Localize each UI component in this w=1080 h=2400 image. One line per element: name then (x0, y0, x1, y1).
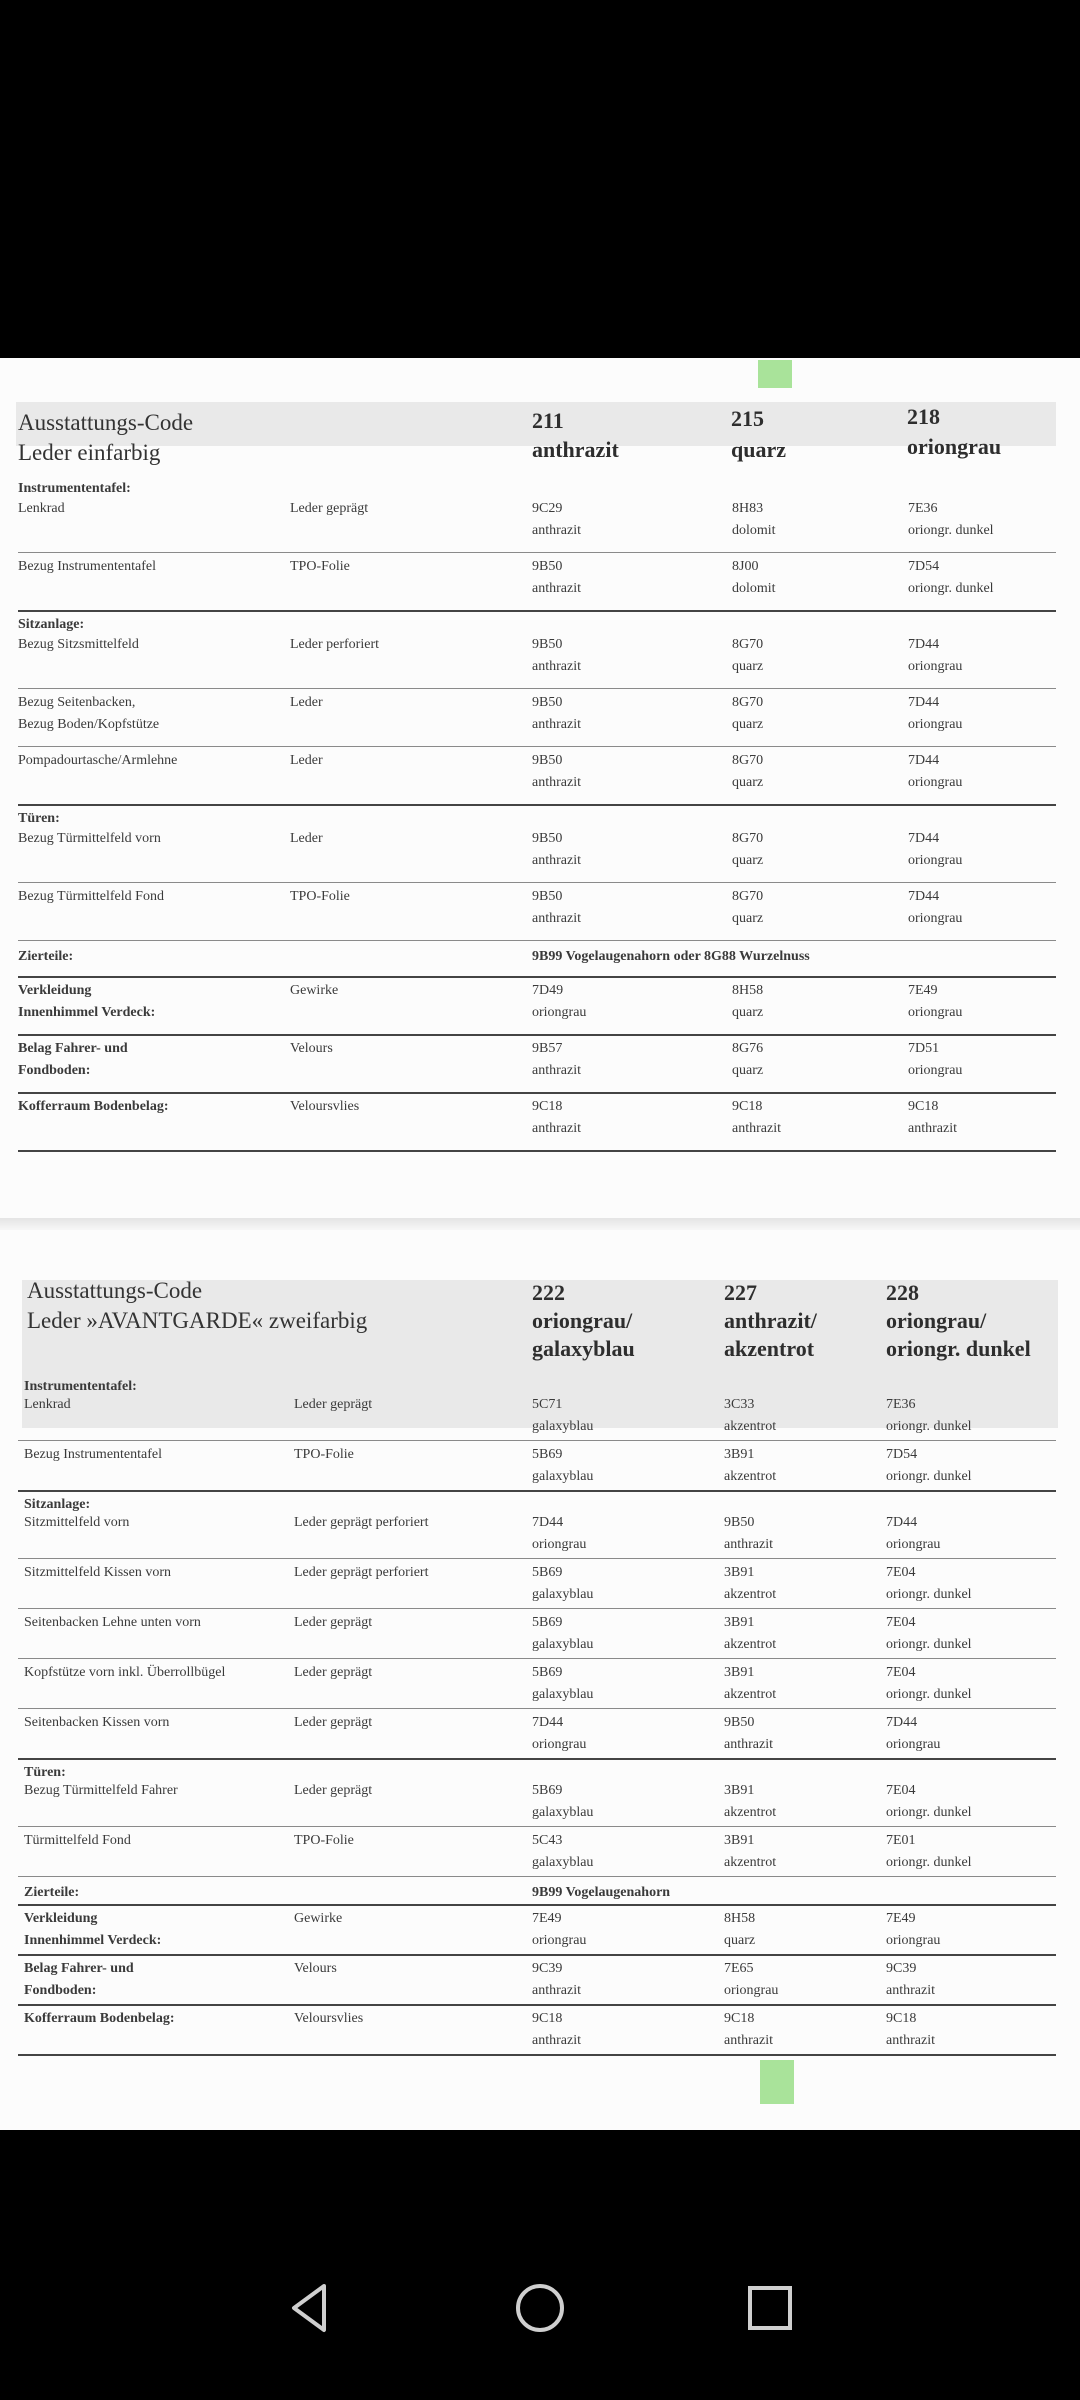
row-material: Leder (290, 831, 323, 846)
color-name: anthrazit (532, 1063, 581, 1078)
row-item-label: Türmittelfeld Fond (24, 1833, 131, 1848)
zierteile-label: Zierteile: (24, 1885, 80, 1900)
code-value: 8H58 (732, 983, 764, 998)
code-value: 7E65 (724, 1961, 754, 1976)
code-value: 9B50 (532, 695, 563, 710)
row-item-label: Innenhimmel Verdeck: (18, 1005, 156, 1020)
color-name: akzentrot (724, 1587, 777, 1602)
section-label: Sitzanlage: (24, 1497, 91, 1512)
color-name: anthrazit (724, 1737, 773, 1752)
color-name: oriongrau (532, 1005, 587, 1020)
code-value: 7E49 (886, 1911, 916, 1926)
row-item-label: Innenhimmel Verdeck: (24, 1933, 162, 1948)
row-material: Veloursvlies (294, 2011, 364, 2026)
row-material: TPO-Folie (290, 889, 350, 904)
color-name: anthrazit (886, 1983, 935, 1998)
color-name: oriongr. dunkel (908, 523, 994, 538)
code-value: 7E49 (532, 1911, 562, 1926)
row-material: Velours (294, 1961, 337, 1976)
color-name: oriongr. dunkel (886, 1637, 972, 1652)
row-material: TPO-Folie (290, 559, 350, 574)
row-divider (18, 1954, 1056, 1956)
color-name: oriongrau (908, 717, 963, 732)
code-value: 9B57 (532, 1041, 563, 1056)
color-name: galaxyblau (532, 1637, 594, 1652)
row-material: Leder geprägt (294, 1397, 373, 1412)
color-name: oriongr. dunkel (886, 1855, 972, 1870)
row-divider (18, 1490, 1056, 1492)
row-item-label: Belag Fahrer- und (24, 1961, 134, 1976)
zierteile-value: 9B99 Vogelaugenahorn (532, 1885, 671, 1900)
row-divider (18, 1876, 1056, 1877)
code-value: 9C18 (732, 1099, 763, 1114)
code-value: 9C39 (886, 1961, 917, 1976)
table1-table (18, 358, 1056, 1218)
code-value: 7E49 (908, 983, 938, 998)
row-material: Leder geprägt (294, 1715, 373, 1730)
color-name: oriongrau (532, 1933, 587, 1948)
row-divider (18, 1150, 1056, 1152)
code-value: 9C39 (532, 1961, 563, 1976)
code-value: 8J00 (732, 559, 759, 574)
row-item-label: Bezug Instrumententafel (24, 1447, 163, 1462)
row-item-label: Lenkrad (18, 501, 65, 516)
code-value: 9B50 (532, 637, 563, 652)
color-name: oriongr. dunkel (886, 1805, 972, 1820)
row-material: Gewirke (294, 1911, 343, 1926)
code-value: 3B91 (724, 1447, 755, 1462)
code-value: 7D44 (908, 695, 940, 710)
color-name: anthrazit (532, 853, 581, 868)
row-material: TPO-Folie (294, 1833, 354, 1848)
row-divider (18, 976, 1056, 978)
row-divider (18, 1558, 1056, 1559)
code-value: 7D44 (908, 889, 940, 904)
code-value: 7D44 (908, 831, 940, 846)
code-value: 7D44 (886, 1715, 918, 1730)
row-item-label: Seitenbacken Kissen vorn (24, 1715, 170, 1730)
code-value: 5B69 (532, 1665, 563, 1680)
color-name: quarz (732, 659, 764, 674)
color-name: oriongr. dunkel (886, 1687, 972, 1702)
color-name: anthrazit (532, 717, 581, 732)
row-item-label: Fondboden: (18, 1063, 91, 1078)
color-name: oriongr. dunkel (908, 581, 994, 596)
document-page-leder-avantgarde (0, 1230, 1080, 2130)
color-name: oriongrau (886, 1933, 941, 1948)
zierteile-value: 9B99 Vogelaugenahorn oder 8G88 Wurzelnuss (532, 949, 810, 964)
code-value: 7D51 (908, 1041, 940, 1056)
code-value: 7E01 (886, 1833, 916, 1848)
table2-col1-name: oriongrau/ (532, 1308, 633, 1333)
row-material: Leder geprägt perforiert (294, 1565, 429, 1580)
code-value: 7D44 (908, 753, 940, 768)
row-material: Gewirke (290, 983, 339, 998)
row-divider (18, 1092, 1056, 1094)
table2-table (18, 1230, 1056, 2130)
section-label: Türen: (24, 1765, 66, 1780)
section-label: Instrumententafel: (18, 481, 131, 496)
table2-col1-code: 222 (532, 1280, 565, 1305)
code-value: 7E04 (886, 1783, 916, 1798)
color-name: anthrazit (532, 911, 581, 926)
recents-square-icon[interactable] (740, 2278, 800, 2338)
row-item-label: Kofferraum Bodenbelag: (18, 1099, 169, 1114)
color-name: oriongr. dunkel (886, 1419, 972, 1434)
row-item-label: Lenkrad (24, 1397, 71, 1412)
color-name: oriongrau (532, 1737, 587, 1752)
code-value: 7D44 (908, 637, 940, 652)
color-name: anthrazit (532, 523, 581, 538)
color-name: oriongr. dunkel (886, 1587, 972, 1602)
color-name: oriongrau (724, 1983, 779, 1998)
code-value: 8H58 (724, 1911, 756, 1926)
color-name: quarz (732, 853, 764, 868)
color-name: quarz (732, 717, 764, 732)
row-item-label: Pompadourtasche/Armlehne (18, 753, 178, 768)
code-value: 3B91 (724, 1665, 755, 1680)
section-label: Sitzanlage: (18, 617, 85, 632)
table1-col3-name: oriongrau (907, 434, 1002, 459)
row-material: Leder (290, 695, 323, 710)
color-name: anthrazit (886, 2033, 935, 2048)
row-divider (18, 552, 1056, 553)
row-divider (18, 688, 1056, 689)
row-divider (18, 1034, 1056, 1036)
color-name: anthrazit (724, 2033, 773, 2048)
row-divider (18, 1904, 1056, 1906)
section-label: Instrumententafel: (24, 1379, 137, 1394)
color-name: akzentrot (724, 1805, 777, 1820)
color-name: galaxyblau (532, 1587, 594, 1602)
page-fold (0, 1218, 1080, 1230)
row-material: Leder geprägt (294, 1615, 373, 1630)
color-name: oriongrau (908, 1063, 963, 1078)
code-value: 9B50 (532, 559, 563, 574)
code-value: 9C18 (532, 1099, 563, 1114)
row-divider (18, 746, 1056, 747)
row-divider (18, 610, 1056, 612)
color-name: galaxyblau (532, 1805, 594, 1820)
row-item-label: Seitenbacken Lehne unten vorn (24, 1615, 201, 1630)
row-material: Leder geprägt (290, 501, 369, 516)
code-value: 7D54 (908, 559, 940, 574)
row-item-label: Fondboden: (24, 1983, 97, 1998)
code-value: 8G70 (732, 637, 764, 652)
code-value: 9B50 (532, 831, 563, 846)
color-name: anthrazit (532, 581, 581, 596)
table2-col1-name2: galaxyblau (532, 1336, 635, 1361)
row-item-label: Verkleidung (24, 1911, 98, 1926)
row-divider (18, 940, 1056, 941)
color-name: akzentrot (724, 1855, 777, 1870)
row-divider (18, 1708, 1056, 1709)
color-name: oriongrau (908, 911, 963, 926)
color-name: anthrazit (732, 1121, 781, 1136)
color-name: anthrazit (532, 775, 581, 790)
page-marker-tab (760, 2060, 794, 2104)
code-value: 9C29 (532, 501, 563, 516)
code-value: 3B91 (724, 1565, 755, 1580)
home-circle-icon[interactable] (510, 2278, 570, 2338)
color-name: dolomit (732, 581, 776, 596)
zierteile-label: Zierteile: (18, 949, 74, 964)
color-name: anthrazit (908, 1121, 957, 1136)
row-material: Leder perforiert (290, 637, 379, 652)
code-value: 5B69 (532, 1615, 563, 1630)
table1-col2-name: quarz (731, 437, 786, 462)
table2-col2-name: anthrazit/ (724, 1308, 817, 1333)
code-value: 7E04 (886, 1665, 916, 1680)
row-material: Leder geprägt (294, 1783, 373, 1798)
table2-col3-name: oriongrau/ (886, 1308, 987, 1333)
color-name: galaxyblau (532, 1687, 594, 1702)
color-name: akzentrot (724, 1469, 777, 1484)
code-value: 5C43 (532, 1833, 563, 1848)
table1-col3-code: 218 (907, 404, 940, 429)
color-name: quarz (732, 911, 764, 926)
code-value: 9B50 (532, 753, 563, 768)
table2-col2-name2: akzentrot (724, 1336, 815, 1361)
color-name: quarz (732, 1063, 764, 1078)
color-name: oriongrau (908, 659, 963, 674)
color-name: galaxyblau (532, 1855, 594, 1870)
row-item-label: Sitzmittelfeld vorn (24, 1515, 130, 1530)
table2-col2-code: 227 (724, 1280, 757, 1305)
row-material: Leder geprägt perforiert (294, 1515, 429, 1530)
row-item-label: Sitzmittelfeld Kissen vorn (24, 1565, 171, 1580)
row-item-label: Bezug Instrumententafel (18, 559, 157, 574)
color-name: oriongrau (886, 1537, 941, 1552)
row-item-label: Verkleidung (18, 983, 92, 998)
row-item-label: Bezug Türmittelfeld vorn (18, 831, 161, 846)
color-name: oriongrau (908, 1005, 963, 1020)
code-value: 3C33 (724, 1397, 755, 1412)
row-divider (18, 2004, 1056, 2006)
table1-title-line2: Leder einfarbig (18, 440, 161, 465)
code-value: 9B50 (724, 1515, 755, 1530)
row-item-label: Belag Fahrer- und (18, 1041, 128, 1056)
color-name: akzentrot (724, 1637, 777, 1652)
back-triangle-icon[interactable] (280, 2278, 340, 2338)
section-label: Türen: (18, 811, 60, 826)
code-value: 3B91 (724, 1783, 755, 1798)
row-material: TPO-Folie (294, 1447, 354, 1462)
row-item-label: Bezug Türmittelfeld Fahrer (24, 1783, 178, 1798)
table1-col2-code: 215 (731, 406, 764, 431)
row-material: Leder (290, 753, 323, 768)
color-name: oriongrau (908, 853, 963, 868)
color-name: oriongrau (886, 1737, 941, 1752)
row-divider (18, 1608, 1056, 1609)
color-name: dolomit (732, 523, 776, 538)
color-name: anthrazit (532, 1121, 581, 1136)
code-value: 7D44 (532, 1515, 564, 1530)
code-value: 7D44 (886, 1515, 918, 1530)
color-name: quarz (732, 1005, 764, 1020)
row-item-label: Bezug Boden/Kopfstütze (18, 717, 160, 732)
row-material: Veloursvlies (290, 1099, 360, 1114)
table2-col3-name2: oriongr. dunkel (886, 1336, 1031, 1361)
row-divider (18, 1758, 1056, 1760)
code-value: 7D44 (532, 1715, 564, 1730)
table2-title-line1: Ausstattungs-Code (27, 1278, 203, 1303)
code-value: 3B91 (724, 1833, 755, 1848)
code-value: 8G70 (732, 889, 764, 904)
code-value: 7E36 (908, 501, 938, 516)
code-value: 9C18 (724, 2011, 755, 2026)
color-name: akzentrot (724, 1687, 777, 1702)
row-item-label: Bezug Sitzsmittelfeld (18, 637, 139, 652)
table2-col3-code: 228 (886, 1280, 919, 1305)
code-value: 5B69 (532, 1565, 563, 1580)
color-name: quarz (732, 775, 764, 790)
row-divider (18, 882, 1056, 883)
color-name: oriongrau (532, 1537, 587, 1552)
code-value: 3B91 (724, 1615, 755, 1630)
row-divider (18, 1658, 1056, 1659)
table1-title-line1: Ausstattungs-Code (18, 410, 194, 435)
color-name: anthrazit (532, 659, 581, 674)
code-value: 7E04 (886, 1565, 916, 1580)
code-value: 9C18 (532, 2011, 563, 2026)
row-item-label: Bezug Türmittelfeld Fond (18, 889, 164, 904)
code-value: 7D54 (886, 1447, 918, 1462)
color-name: anthrazit (532, 1983, 581, 1998)
system-navigation-bar (0, 2130, 1080, 2400)
table1-col1-name: anthrazit (532, 437, 619, 462)
color-name: galaxyblau (532, 1419, 594, 1434)
row-divider (18, 2054, 1056, 2056)
code-value: 5C71 (532, 1397, 563, 1412)
color-name: oriongr. dunkel (886, 1469, 972, 1484)
code-value: 9C18 (886, 2011, 917, 2026)
code-value: 7D49 (532, 983, 564, 998)
code-value: 8G76 (732, 1041, 764, 1056)
row-item-label: Kofferraum Bodenbelag: (24, 2011, 175, 2026)
code-value: 7E04 (886, 1615, 916, 1630)
row-item-label: Bezug Seitenbacken, (18, 695, 136, 710)
color-name: oriongrau (908, 775, 963, 790)
code-value: 5B69 (532, 1447, 563, 1462)
document-page-leder-einfarbig (0, 358, 1080, 1218)
code-value: 9B50 (532, 889, 563, 904)
color-name: anthrazit (532, 2033, 581, 2048)
color-name: quarz (724, 1933, 756, 1948)
row-divider (18, 1826, 1056, 1827)
color-name: anthrazit (724, 1537, 773, 1552)
table2-title-line2: Leder »AVANTGARDE« zweifarbig (27, 1308, 368, 1333)
row-material: Velours (290, 1041, 333, 1056)
code-value: 5B69 (532, 1783, 563, 1798)
color-name: galaxyblau (532, 1469, 594, 1484)
table1-col1-code: 211 (532, 408, 564, 433)
code-value: 9C18 (908, 1099, 939, 1114)
row-item-label: Kopfstütze vorn inkl. Überrollbügel (24, 1665, 226, 1680)
code-value: 7E36 (886, 1397, 916, 1412)
row-material: Leder geprägt (294, 1665, 373, 1680)
code-value: 8G70 (732, 753, 764, 768)
code-value: 8G70 (732, 695, 764, 710)
color-name: akzentrot (724, 1419, 777, 1434)
row-divider (18, 1440, 1056, 1441)
code-value: 9B50 (724, 1715, 755, 1730)
row-divider (18, 804, 1056, 806)
code-value: 8H83 (732, 501, 764, 516)
code-value: 8G70 (732, 831, 764, 846)
